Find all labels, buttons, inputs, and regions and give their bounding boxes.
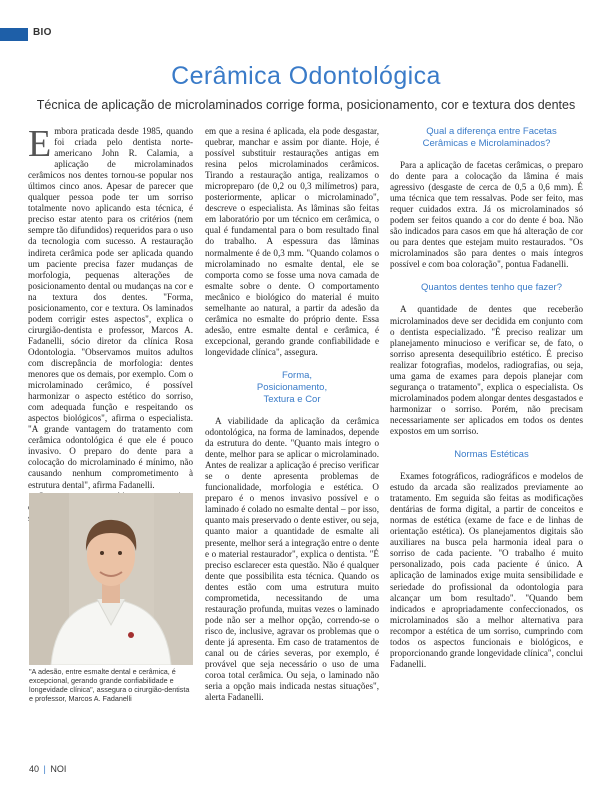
subheading-facetas: Qual a diferença entre Facetas Cerâmicas e Microlaminados? xyxy=(422,126,557,149)
paragraph: A viabilidade da aplicação da cerâmica odontológica, na forma de laminados, depende da estrutura do dente. "Quanto mais íntegro o dente, melhor para se aplicar o microlaminado. Antes de realizar a aplicação é preciso verificar se o dente apresenta problemas de funcionalidade, morfologia e estética. O preparo é o menos invasivo possível e o laminado é colado no esmalte dental – por isso, quanto mais preservado o dente estiver, ou seja, quanto maior a quantidade de esmalte ali presente, melhor será a integração entre o dente e o material restaurador", explica o dentista. "É preciso esclarecer esta questão. Não é qualquer dente que possibilita esta técnica. Quando os dentes estão com uma estrutura muito comprometida, necessitando de uma restauração profunda, muitas vezes o laminado pode não ser a melhor opção, correndo-se o risco de, inclusive, agravar os problemas que o dente já apresenta. Em caso de tratamentos de canal ou de cáries severas, por exemplo, é provável que seja necessário o uso de uma coroa total cerâmica. Ou seja, o laminado não seria a opção mais indicada nestas situações", alerta Fadanelli. xyxy=(205,415,379,703)
drop-cap: E xyxy=(28,123,52,165)
subheading-quantos-dentes: Quantos dentes tenho que fazer? xyxy=(420,282,563,294)
column-2 xyxy=(205,126,379,703)
page-footer xyxy=(29,764,66,774)
portrait-illustration xyxy=(29,493,193,665)
magazine-name: NOI xyxy=(50,764,67,774)
paragraph: A quantidade de dentes que receberão microlaminados deve ser decidida em conjunto com o dentista especializado. "É preciso realizar um planejamento minucioso e verificar se, de fato, o sorriso apresenta desequilíbrio estético. É preciso realizar fotografias, modelos, radiografias, ou seja, uma gama de exames para depois planejar com segurança o tratamento", explica o especialista. Os microlaminados podem alongar dentes desgastados e harmonizar o sorriso. Porém, não precisam necessariamente ser aplicados em todos os dentes expostos em um sorriso. xyxy=(390,304,583,436)
paragraph: em que a resina é aplicada, ela pode desgastar, quebrar, manchar e assim por diante. Hoje, é possível substituir restaurações antigas em resina pelos microlaminados cerâmicos. Tirando a restauração antiga, realizamos o micropreparo (de 0,2 ou 0,3 milímetros) para, posteriormente, aplicar o microlaminado", descreve o especialista. As lâminas são feitas em laboratório por um técnico em cerâmica, o qual é fundamental para o bom resultado final do trabalho. A espessura das lâminas normalmente é de 0,3 mm. "Quando colamos o microlaminado no esmalte dental, ele se comporta como se fosse uma nova camada de esmalte sobre o dente. O comportamento mecânico e biológico do material é muito semelhante ao natural, a partir da adesão da cerâmica no esmalte do próprio dente. Essa adesão, entre esmalte dental e cerâmica, é excepcional, gerando grande confiabilidade e longevidade clínica", assegura. xyxy=(205,126,379,357)
section-color-bar xyxy=(0,28,28,41)
column-1 xyxy=(28,123,193,524)
article-subtitle: Técnica de aplicação de microlaminados corrige forma, posicionamento, cor e textura dos dentes xyxy=(36,98,576,112)
article-title: Cerâmica Odontológica xyxy=(171,62,441,90)
subheading-forma: Forma, Posicionamento, Textura e Cor xyxy=(256,369,328,405)
paragraph: Para a aplicação de facetas cerâmicas, o preparo do dente para a colocação da lâmina é mais agressivo (desgaste de cerca de 0,5 a 0,6 mm). É uma técnica que tem ressalvas. Pode ser feito, mas requer cuidados extra. Já os microlaminados só podem ser feitos quando a cor do dente é boa. Não são indicados para casos em que há alteração de cor ou para dentes que estejam muito restaurados. "Os microlaminados são para dentes o mais íntegros possível e com boa coloração", pontua Fadanelli. xyxy=(390,160,583,270)
paragraph: Exames fotográficos, radiográficos e modelos de estudo da arcada são realizados previamente ao tratamento. Em seguida são feitas as modificações dentárias de forma digital, a partir de conceitos e normas de estética (exame de face e de linhas de orientação estética). Os planejamentos digitais são auxiliares na busca pela harmonia ideal para o sorriso de cada paciente. "O trabalho é muito personalizado, pois cada paciente é único. A aplicação de laminados exige muita sensibilidade e seriedade do profissional da odontologia para alcançar um bom resultado". "Quando bem indicados e apropriadamente confeccionados, os microlaminados são a melhor alternativa para recompor a estética de um sorriso, cumprindo com todos os aspectos funcionais e biológicos, e proporcionando grande longevidade clínica", conclui Fadanelli. xyxy=(390,471,583,669)
section-label: BIO xyxy=(33,27,52,38)
intro-text: mbora praticada desde 1985, quando foi criada pelo dentista norte-americano John R. Calamia, a aplicação de microlaminados cerâmicos nos dentes tornou-se popular nos últimos cinco anos. Apesar de parecer que qualquer pessoa pode ter um sorriso totalmente novo aplicando esta técnica, é preciso estar atento para os critérios (nem sempre tão difundidos) requeridos para o uso da tecnologia com sucesso. A restauração indireta cerâmica pode ser aplicada quando um paciente precisa fazer mudanças de morfologia, pequenas alterações de posicionamento dental ou mudanças na cor e na textura dos dentes. "Forma, posicionamento, cor e textura. Os laminados podem corrigir estes aspectos", explica o cirurgião-dentista e professor, Marcos A. Fadanelli, sócio diretor da clínica Rosa Odontologia. "Observamos muitos adultos com discrepância de morfologia: dentes menores que os demais, por exemplo. Com o microlaminado cerâmico, é possível harmonizar o aspecto estético do sorriso, com adequada função e respeitando os aspectos biológicos", afirma o especialista. "A grande vantagem do tratamento com cerâmica odontológica é que ele é pouco invasivo. O preparo do dente para a colocação do microlaminado é mínimo, não causando nenhum comprometimento à estrutura dental", afirma Fadanelli. xyxy=(28,126,193,490)
footer-separator: | xyxy=(43,764,46,774)
intro-paragraph xyxy=(28,123,193,491)
column-3 xyxy=(390,126,583,670)
portrait-photo xyxy=(29,493,193,665)
page-number: 40 xyxy=(29,764,40,774)
subheading-normas-esteticas: Normas Estéticas xyxy=(454,449,529,461)
photo-caption: "A adesão, entre esmalte dental e cerâmica, é excepcional, gerando grande confiabilidade e longevidade clínica", assegura o cirurgião-dentista e professor, Marcos A. Fadanelli xyxy=(29,667,190,703)
